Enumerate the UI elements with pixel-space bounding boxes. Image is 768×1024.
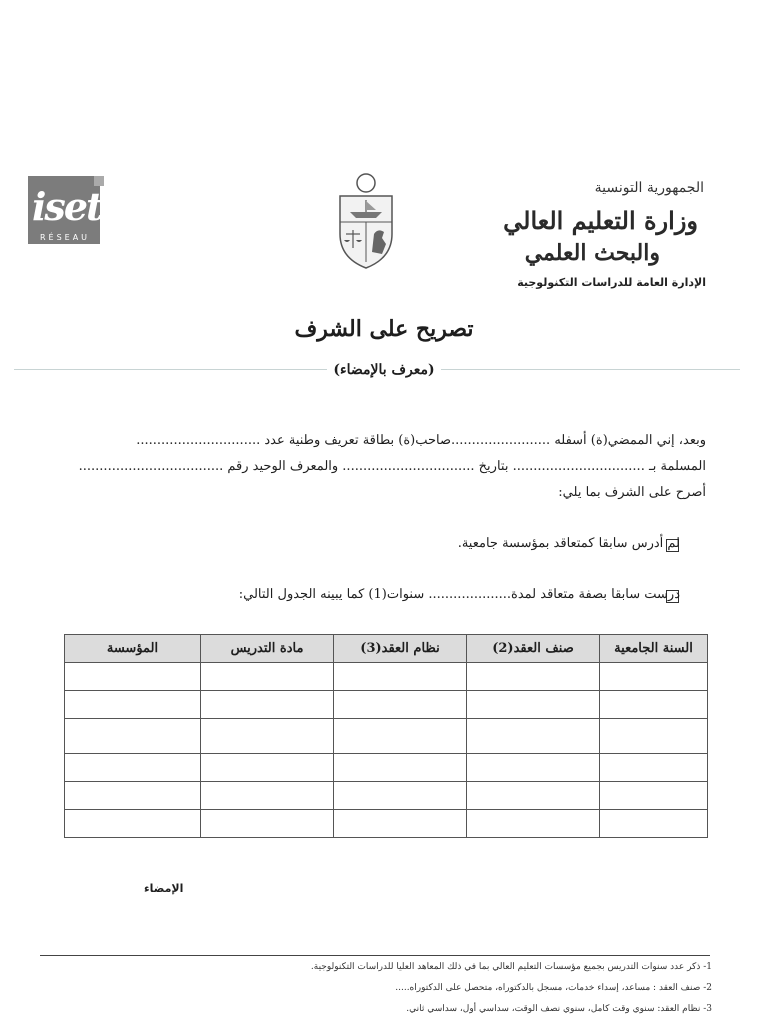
logo-subtext: RÉSEAU (39, 233, 91, 242)
table-cell[interactable] (467, 782, 600, 810)
table-cell[interactable] (65, 782, 201, 810)
table-cell[interactable] (201, 663, 334, 691)
declarant-issue-line: المسلمة بـ ................................ بتاريخ ................................ والمعرف الوحيد رقم ................................... (78, 459, 706, 474)
table-cell[interactable] (65, 663, 201, 691)
footnote-3: 3- نظام العقد: سنوي وقت كامل، سنوي نصف الوقت، سداسي أول، سداسي ثاني. (406, 1004, 712, 1014)
header-contract-type: صنف العقد(2) (467, 635, 600, 663)
option-not-contracted-label: لم أدرس سابقا كمتعاقد بمؤسسة جامعية. (457, 536, 680, 551)
signature-label: الإمضاء (144, 882, 184, 895)
table-cell[interactable] (467, 810, 600, 838)
directorate-label: الإدارة العامة للدراسات التكنولوجية (517, 276, 706, 289)
table-cell[interactable] (600, 663, 708, 691)
ministry-name-line2: والبحث العلمي (524, 240, 660, 266)
footnote-2: 2- صنف العقد : مساعد، إسداء خدمات، مسجل بالدكتوراه، متحصل على الدكتوراه..... (395, 983, 712, 993)
table-cell[interactable] (334, 810, 467, 838)
table-cell[interactable] (334, 754, 467, 782)
table-row (65, 691, 708, 719)
table-row (65, 782, 708, 810)
table-cell[interactable] (467, 663, 600, 691)
declaration-intro: أصرح على الشرف بما يلي: (558, 485, 706, 500)
table-cell[interactable] (201, 810, 334, 838)
header-teaching-subject: مادة التدريس (201, 635, 334, 663)
table-cell[interactable] (65, 719, 201, 754)
table-row (65, 663, 708, 691)
table-cell[interactable] (65, 754, 201, 782)
table-row (65, 719, 708, 754)
table-cell[interactable] (600, 754, 708, 782)
header-contract-system: نظام العقد(3) (334, 635, 467, 663)
ministry-name-line1: وزارة التعليم العالي (503, 206, 698, 235)
footnote-1: 1- ذكر عدد سنوات التدريس بجميع مؤسسات التعليم العالي بما في ذلك المعاهد العليا للدراسات التكنولوجية. (310, 962, 712, 972)
table-header-row (65, 635, 708, 663)
table-cell[interactable] (467, 691, 600, 719)
table-cell[interactable] (201, 719, 334, 754)
logo-text: iset (32, 184, 102, 229)
table-cell[interactable] (65, 810, 201, 838)
coat-of-arms-emblem (330, 172, 402, 272)
table-cell[interactable] (201, 782, 334, 810)
table-cell[interactable] (65, 691, 201, 719)
table-cell[interactable] (600, 782, 708, 810)
table-cell[interactable] (600, 719, 708, 754)
table-cell[interactable] (334, 782, 467, 810)
table-cell[interactable] (467, 754, 600, 782)
table-cell[interactable] (600, 691, 708, 719)
table-cell[interactable] (201, 754, 334, 782)
table-cell[interactable] (467, 719, 600, 754)
page-title: تصريح على الشرف (294, 316, 474, 342)
page-subtitle (0, 362, 768, 378)
table-cell[interactable] (600, 810, 708, 838)
table-cell[interactable] (334, 719, 467, 754)
table-row (65, 810, 708, 838)
table-cell[interactable] (201, 691, 334, 719)
option-contracted-label: درست سابقا بصفة متعاقد لمدة.................... سنوات(1) كما يبينه الجدول التالي: (238, 587, 680, 602)
table-cell[interactable] (334, 691, 467, 719)
table-cell[interactable] (334, 663, 467, 691)
header-academic-year: السنة الجامعية (600, 635, 708, 663)
table-row (65, 754, 708, 782)
republic-label: الجمهورية التونسية (594, 180, 704, 196)
institution-logo (28, 176, 104, 246)
footnote-divider (40, 955, 710, 956)
subtitle-text: (معرف بالإمضاء) (327, 362, 440, 378)
declarant-identity-line: وبعد، إني الممضي(ة) أسفله ........................صاحب(ة) بطاقة تعريف وطنية عدد .............................. (136, 433, 706, 448)
contract-history-table (64, 634, 708, 838)
header-institution: المؤسسة (65, 635, 201, 663)
